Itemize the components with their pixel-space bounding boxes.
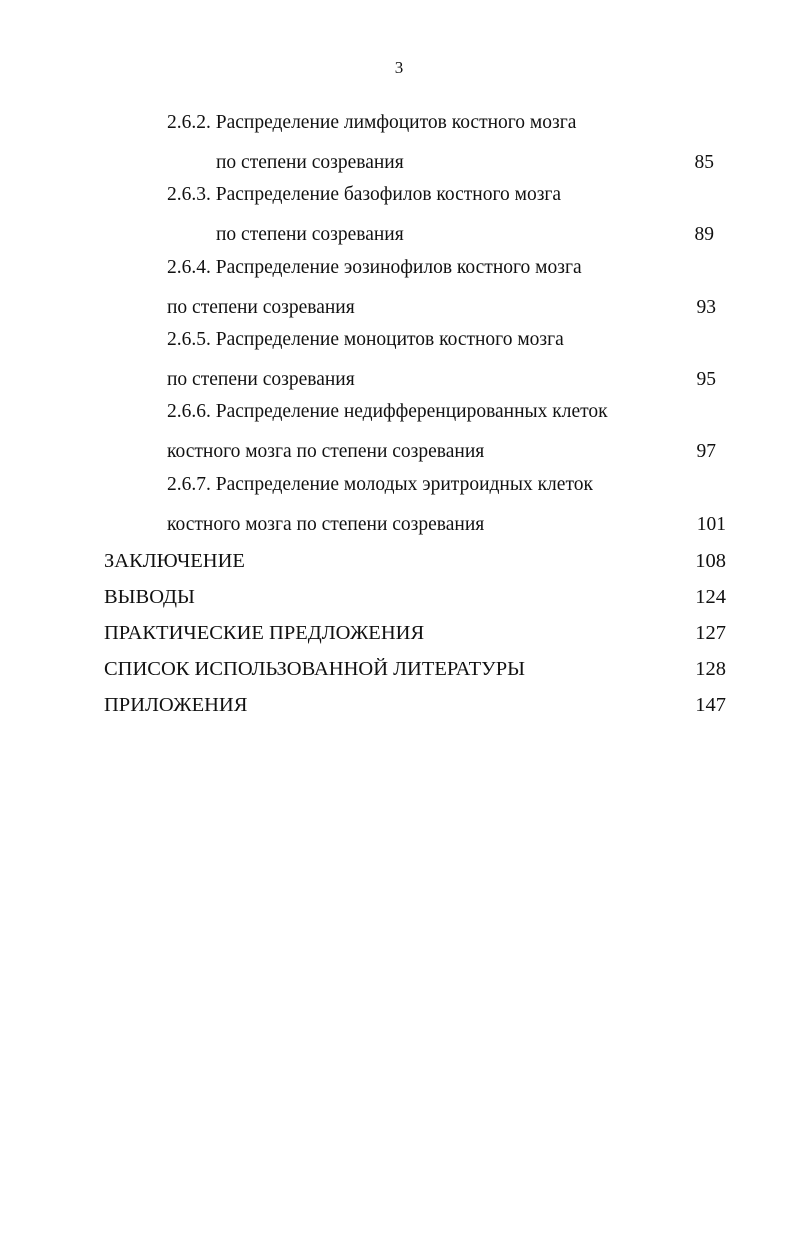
dot-leader [485, 437, 695, 457]
toc-page-appendices: 147 [695, 693, 726, 716]
toc-continuation-2-6-3: по степени созревания [216, 223, 404, 245]
toc-title-appendices: ПРИЛОЖЕНИЯ [104, 693, 248, 716]
page-number: 3 [394, 58, 404, 77]
toc-page-2-6-7: 101 [696, 513, 726, 535]
toc-entry-title [167, 474, 593, 504]
toc-entry-title [167, 401, 608, 431]
toc-entry-references[interactable] [104, 654, 726, 684]
toc-entry-line[interactable] [167, 437, 716, 467]
toc-continuation-2-6-2: по степени созревания [216, 151, 404, 173]
toc-title-2-6-3: 2.6.3. Распределение базофилов костного мозга [167, 184, 562, 205]
dot-leader [485, 510, 696, 530]
toc-entry-line[interactable] [167, 365, 716, 395]
toc-title-2-6-7: 2.6.7. Распределение молодых эритроидных клеток [167, 474, 593, 495]
toc-page-references: 128 [695, 657, 726, 680]
toc-title-references: СПИСОК ИСПОЛЬЗОВАННОЙ ЛИТЕРАТУРЫ [104, 657, 525, 680]
toc-entry-title [167, 112, 576, 142]
toc-page-2-6-6: 97 [696, 440, 716, 462]
dot-leader [356, 365, 696, 385]
toc-entry-findings[interactable] [104, 582, 726, 612]
toc-entry-line[interactable] [167, 293, 716, 323]
toc-title-conclusion: ЗАКЛЮЧЕНИЕ [104, 549, 245, 572]
toc-entry-title [167, 257, 582, 287]
toc-entry-appendices[interactable] [104, 690, 726, 720]
toc-title-2-6-6: 2.6.6. Распределение недифференцированных клеток [167, 401, 608, 422]
toc-title-practical: ПРАКТИЧЕСКИЕ ПРЕДЛОЖЕНИЯ [104, 621, 425, 644]
toc-entry-line[interactable] [167, 510, 726, 540]
toc-title-2-6-2: 2.6.2. Распределение лимфоцитов костного мозга [167, 112, 577, 133]
toc-continuation-2-6-5: по степени созревания [167, 368, 355, 390]
toc-entry-line[interactable] [216, 220, 714, 250]
toc-continuation-2-6-4: по степени созревания [167, 296, 355, 318]
dot-leader [248, 690, 694, 711]
toc-page-conclusion: 108 [695, 549, 726, 572]
dot-leader [196, 582, 694, 603]
dot-leader [356, 293, 696, 313]
toc-title-2-6-4: 2.6.4. Распределение эозинофилов костного мозга [167, 257, 582, 278]
toc-page-findings: 124 [695, 585, 726, 608]
toc-entry-title [167, 329, 564, 359]
toc-continuation-2-6-7: костного мозга по степени созревания [167, 513, 485, 535]
toc-page-2-6-5: 95 [696, 368, 716, 390]
toc-continuation-2-6-6: костного мозга по степени созревания [167, 440, 485, 462]
toc-page-practical: 127 [695, 621, 726, 644]
toc-entry-conclusion[interactable] [104, 546, 726, 576]
toc-entry-line[interactable] [216, 148, 714, 178]
dot-leader [405, 148, 694, 168]
toc-title-findings: ВЫВОДЫ [104, 585, 195, 608]
toc-page-2-6-4: 93 [696, 296, 716, 318]
toc-title-2-6-5: 2.6.5. Распределение моноцитов костного мозга [167, 329, 564, 350]
toc-page-2-6-3: 89 [694, 223, 714, 245]
dot-leader [526, 654, 694, 675]
dot-leader [246, 546, 694, 567]
dot-leader [405, 220, 694, 240]
toc-page-2-6-2: 85 [694, 151, 714, 173]
dot-leader [425, 618, 694, 639]
toc-entry-practical[interactable] [104, 618, 726, 648]
toc-entry-title [167, 184, 561, 214]
